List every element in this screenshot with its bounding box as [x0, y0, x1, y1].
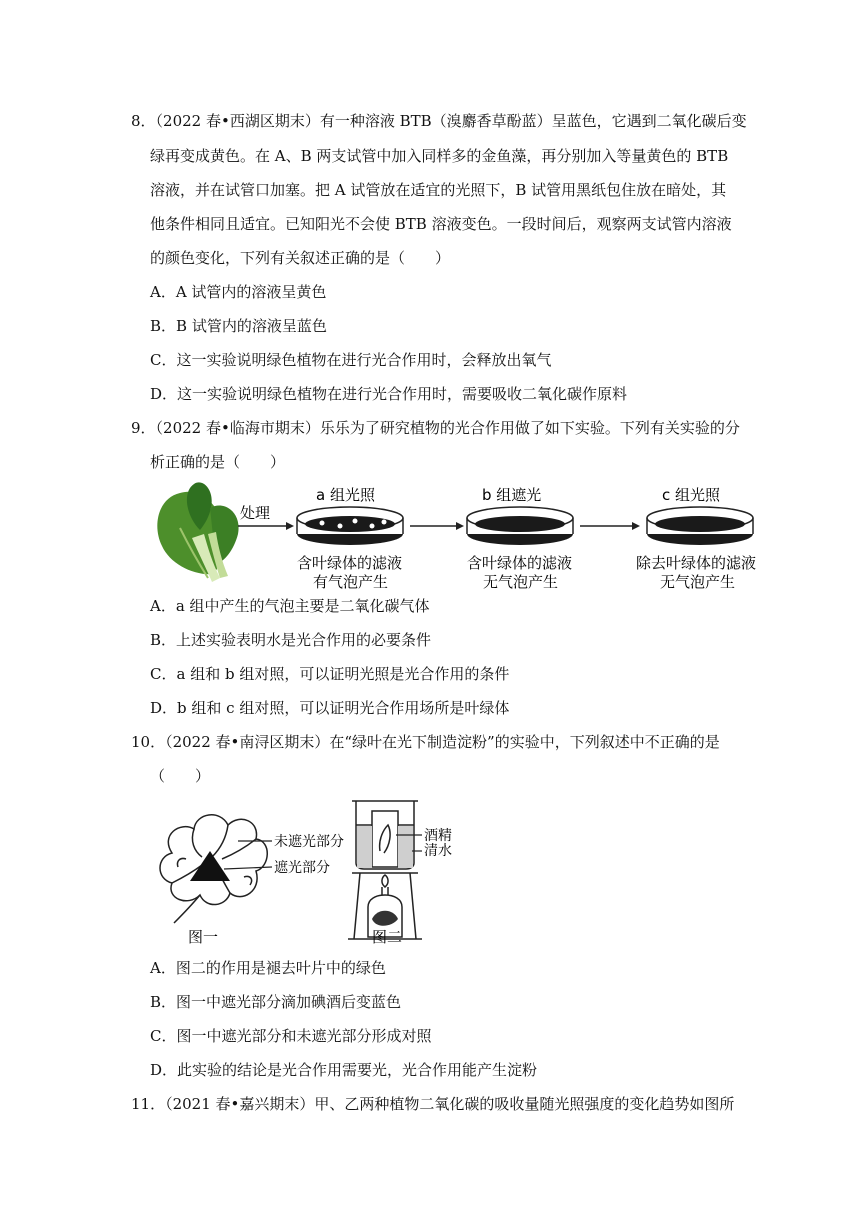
group-c-desc-1: 除去叶绿体的滤液 — [636, 554, 757, 572]
q8-option-c: C．这一实验说明绿色植物在进行光合作用时，会释放出氧气 — [150, 351, 552, 369]
alcohol-label: 酒精 — [424, 828, 452, 844]
shaded-pointer-line — [224, 867, 272, 869]
group-c-desc-2: 无气泡产生 — [660, 573, 736, 591]
petri-dish-b — [467, 507, 573, 545]
group-a-desc-1: 含叶绿体的滤液 — [297, 554, 403, 572]
q8-option-d: D．这一实验说明绿色植物在进行光合作用时，需要吸收二氧化碳作原料 — [150, 385, 628, 403]
q8-line-4: 他条件相同且适宜。已知阳光不会使 BTB 溶液变色。一段时间后，观察两支试管内溶液 — [150, 215, 732, 233]
photosynthesis-experiment-figure — [150, 478, 770, 593]
q9-line-1: 9．（2022 春•临海市期末）乐乐为了研究植物的光合作用做了如下实验。下列有关实验的分 — [131, 419, 740, 437]
group-b-title: b 组遮光 — [482, 486, 542, 504]
group-a-title: a 组光照 — [316, 486, 375, 504]
figure-1-caption: 图一 — [188, 928, 219, 946]
shade-triangle — [190, 851, 230, 881]
bok-choy-illustration — [157, 482, 238, 582]
group-c-title: c 组光照 — [662, 486, 721, 504]
q8-option-b: B．B 试管内的溶液呈蓝色 — [150, 317, 327, 335]
group-b-desc-2: 无气泡产生 — [483, 573, 559, 591]
shaded-label: 遮光部分 — [274, 860, 330, 876]
starch-experiment-figure — [150, 795, 480, 950]
group-b-desc-1: 含叶绿体的滤液 — [467, 554, 573, 572]
q9-option-c: C．a 组和 b 组对照，可以证明光照是光合作用的条件 — [150, 665, 510, 683]
q9-line-2: 析正确的是（ ） — [150, 453, 286, 471]
arrow-b-to-c-head — [632, 522, 640, 530]
q8-line-2: 绿再变成黄色。在 A、B 两支试管中加入同样多的金鱼藻，再分别加入等量黄色的 BTB — [150, 147, 729, 165]
q10-line-1: 10．（2022 春•南浔区期末）在“绿叶在光下制造淀粉”的实验中，下列叙述中不正确的是 — [131, 733, 720, 751]
q10-option-d: D．此实验的结论是光合作用需要光，光合作用能产生淀粉 — [150, 1061, 538, 1079]
water-label: 清水 — [424, 843, 452, 859]
q8-line-3: 溶液，并在试管口加塞。把 A 试管放在适宜的光照下，B 试管用黑纸包住放在暗处，其 — [150, 181, 727, 199]
arrow-a-to-b-head — [456, 522, 464, 530]
q10-option-c: C．图一中遮光部分和未遮光部分形成对照 — [150, 1027, 432, 1045]
unshaded-label: 未遮光部分 — [274, 834, 344, 850]
q10-option-a: A．图二的作用是褪去叶片中的绿色 — [150, 959, 386, 977]
q9-option-a: A．a 组中产生的气泡主要是二氧化碳气体 — [150, 597, 430, 615]
process-label: 处理 — [240, 504, 271, 522]
process-arrow-head — [286, 522, 294, 530]
q8-line-5: 的颜色变化，下列有关叙述正确的是（ ） — [150, 249, 451, 267]
q8-option-a: A．A 试管内的溶液呈黄色 — [150, 283, 327, 301]
q10-line-2: （ ） — [150, 767, 211, 785]
q11-line-1: 11．（2021 春•嘉兴期末）甲、乙两种植物二氧化碳的吸收量随光照强度的变化趋势如图所 — [131, 1095, 735, 1113]
q9-option-b: B．上述实验表明水是光合作用的必要条件 — [150, 631, 432, 649]
q10-option-b: B．图一中遮光部分滴加碘酒后变蓝色 — [150, 993, 402, 1011]
figure-2-caption: 图二 — [372, 928, 403, 946]
petri-dish-a — [297, 507, 403, 545]
petri-dish-c — [647, 507, 753, 545]
group-a-desc-2: 有气泡产生 — [313, 573, 389, 591]
q9-option-d: D．b 组和 c 组对照，可以证明光合作用场所是叶绿体 — [150, 699, 510, 717]
q8-line-1: 8．（2022 春•西湖区期末）有一种溶液 BTB（溴麝香草酚蓝）呈蓝色，它遇到二氧化碳后变 — [131, 112, 747, 130]
